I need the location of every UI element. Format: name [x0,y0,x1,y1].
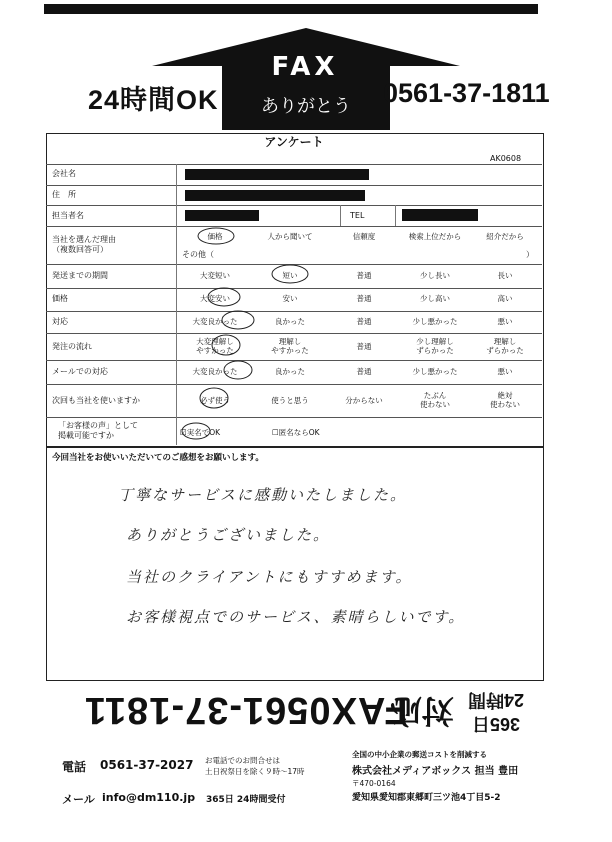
email-address[interactable]: info@dm110.jp [102,791,196,804]
row-option: 理解し ずらかった [486,337,524,355]
row-option: 少し理解し ずらかった [416,337,454,355]
row-label: 次回も当社を使いますか [52,396,140,405]
voice-option-anonymous: ☐匿名ならOK [272,428,320,437]
banner-kanji: 対応 [389,693,454,729]
reason-option: 紹介だから [486,232,524,241]
row-option: 大変短い [200,271,230,280]
row-label: メールでの対応 [52,367,108,376]
handwritten-line: ありがとうございました。 [126,526,331,544]
row-option: 必ず使う [200,396,230,405]
row-option: 良かった [275,317,305,326]
row-option: 理解し やすかった [271,337,309,355]
comment-box [46,447,544,681]
reason-option: 信頼度 [352,232,376,241]
row-option: たぶん 使わない [420,391,450,409]
row-option: 少し悪かった [412,317,458,326]
handwritten-line: お客様視点でのサービス、素晴らしいです。 [126,608,466,626]
row-option: 普通 [356,317,372,326]
row-option: 少し長い [420,271,450,280]
voice-label: 「お客様の声」として 掲載可能ですか [58,421,138,440]
row-option: 悪い [497,367,513,376]
zip-code: 〒470-0164 [352,779,396,788]
reason-other-close: ） [526,250,534,259]
handwritten-line: 当社のクライアントにもすすめます。 [126,568,413,586]
company-label: 会社名 [52,169,76,178]
row-label: 発注の流れ [52,342,92,351]
tel-label: TEL [350,211,365,220]
phone-note: お電話でのお問合せは [205,756,280,765]
reason-other: その他（ [182,250,214,259]
row-option: 高い [497,294,513,303]
row-option: 普通 [356,342,372,351]
row-option: 少し悪かった [412,367,458,376]
phone-hours-note: 土日祝祭日を除く９時〜17時 [205,767,305,776]
company-tagline: 全国の中小企業の郵送コストを削減する [352,750,487,759]
reason-option: 人から聞いて [267,232,313,241]
row-option: 絶対 使わない [490,391,520,409]
row-option: 少し高い [420,294,450,303]
voice-option-realname: ☑実名でOK [180,428,221,437]
fax-number: 0561-37-1811 [383,78,550,108]
row-label: 対応 [52,317,68,326]
mail-label: メール [62,793,95,806]
comment-prompt: 今回当社をお使いいただいてのご感想をお願いします。 [52,453,264,463]
row-option: 普通 [356,367,372,376]
hours-ok-text: 24時間OK [88,85,219,115]
footer-banner [44,684,540,738]
row-option: 大変安い [200,294,230,303]
row-option: 良かった [275,367,305,376]
phone-number: 0561-37-2027 [100,758,194,772]
company-name: 株式会社メディアボックス 担当 豊田 [352,766,519,777]
form-title: アンケート [264,135,324,149]
always-open-text: 365日 24時間受付 [206,795,286,805]
row-option: 長い [497,271,513,280]
fax-word: FAX [271,52,339,82]
banner-days: 365日 [471,714,521,734]
phone-label: 電話 [62,760,87,774]
row-option: 普通 [356,271,372,280]
row-option: 短い [282,271,298,280]
thanks-text: ありがとう [261,96,351,117]
address-label: 住 所 [52,190,76,199]
row-option: 使うと思う [271,396,309,405]
row-option: 悪い [497,317,513,326]
row-option: 分からない [345,396,383,405]
handwritten-line: 丁寧なサービスに感動いたしました。 [118,486,408,504]
banner-hours: 24時間 [467,690,525,710]
row-label: 発送までの期間 [52,271,108,280]
row-option: 安い [282,294,298,303]
row-option: 普通 [356,294,372,303]
form-code: AK0608 [490,154,522,163]
person-label: 担当者名 [52,211,84,220]
reason-option: 検索上位だから [408,232,462,241]
row-option: 大変良かった [192,317,238,326]
company-address: 愛知県愛知郡東郷町三ツ池4丁目5-2 [352,793,501,803]
reason-label: 当社を選んだ理由 （複数回答可） [52,235,116,254]
row-option: 大変理解し やすかった [196,337,234,355]
row-label: 価格 [52,294,68,303]
banner-fax-number: FAX0561-37-1811 [84,689,408,731]
reason-option: 価格 [207,232,223,241]
row-option: 大変良かった [192,367,238,376]
